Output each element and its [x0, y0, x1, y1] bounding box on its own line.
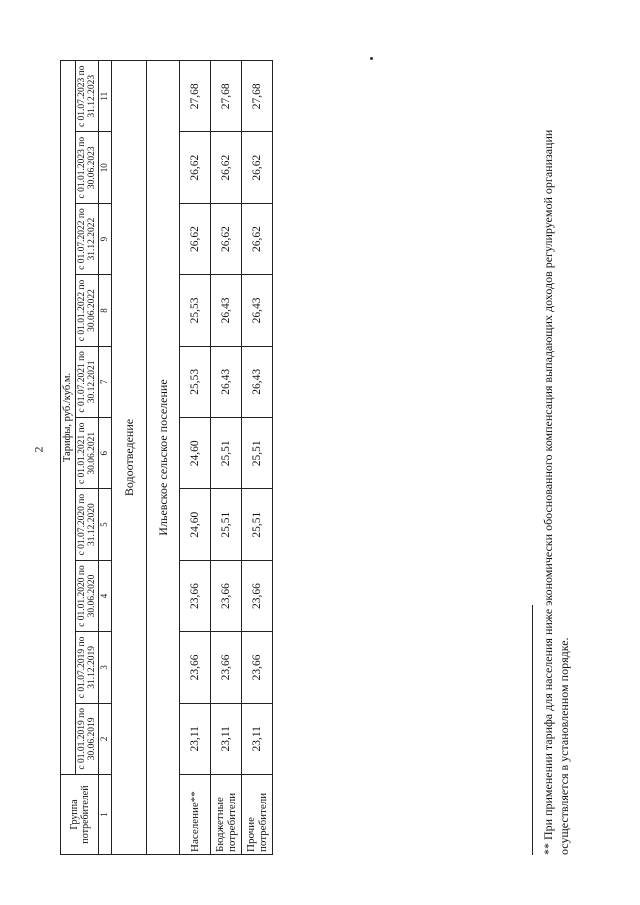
tariff-value: 24,60: [180, 489, 211, 560]
tariff-value: 26,62: [242, 203, 273, 274]
tariff-value: 26,62: [242, 132, 273, 203]
period-header: с 01.01.2020 по 30.06.2020: [75, 560, 99, 631]
column-number: 9: [99, 203, 112, 274]
row-label: Прочие потребители: [242, 775, 273, 855]
tariff-value: 25,51: [211, 489, 242, 560]
period-header: с 01.07.2022 по 31.12.2022: [75, 203, 99, 274]
period-header: с 01.07.2019 по 31.12.2019: [75, 632, 99, 703]
column-number: 6: [99, 418, 112, 489]
tariff-value: 23,11: [180, 703, 211, 774]
column-number: 4: [99, 560, 112, 631]
period-header: с 01.07.2020 по 31.12.2020: [75, 489, 99, 560]
column-number: 10: [99, 132, 112, 203]
column-number: 7: [99, 346, 112, 417]
tariff-value: 26,62: [211, 132, 242, 203]
tariff-value: 26,43: [211, 346, 242, 417]
row-label: Бюджетные потребители: [211, 775, 242, 855]
tariff-value: 26,62: [211, 203, 242, 274]
tariff-value: 23,66: [242, 560, 273, 631]
tariff-value: 23,66: [180, 632, 211, 703]
tariff-value: 27,68: [180, 61, 211, 132]
tariff-value: 23,66: [242, 632, 273, 703]
footnote-rule: [532, 605, 533, 855]
column-number: 2: [99, 703, 112, 774]
tariff-value: 27,68: [242, 61, 273, 132]
column-number: 11: [99, 61, 112, 132]
tariff-value: 23,11: [211, 703, 242, 774]
page-number: 2: [31, 446, 46, 453]
table-row: [180, 61, 211, 855]
period-header: с 01.07.2021 по 30.12.2021: [75, 346, 99, 417]
tariff-value: 26,43: [242, 275, 273, 346]
column-number: 1: [99, 775, 112, 855]
subsection-row: [147, 61, 180, 855]
section-row: [112, 61, 147, 855]
tariff-value: 25,53: [180, 346, 211, 417]
tariff-value: 23,66: [180, 560, 211, 631]
tariff-value: 25,51: [211, 418, 242, 489]
tariff-value: 26,62: [180, 203, 211, 274]
column-number-row: [99, 61, 112, 855]
tariff-value: 23,11: [242, 703, 273, 774]
tariff-header: Тарифы, руб./куб.м.: [61, 61, 76, 775]
subsection-title: Ильевское сельское поселение: [147, 61, 180, 855]
period-header: с 01.01.2019 по 30.06.2019: [75, 703, 99, 774]
table-row: [242, 61, 273, 855]
footnote: ** При применении тарифа для населения ниже экономически обоснованного компенсация выпадающих доходов регулируемой организации осуществляется в установленном порядке.: [541, 129, 572, 855]
period-header: с 01.01.2023 по 30.06.2023: [75, 132, 99, 203]
tariff-table: [60, 60, 273, 855]
row-label: Население**: [180, 775, 211, 855]
tariff-value: 25,51: [242, 418, 273, 489]
period-header: с 01.07.2023 по 31.12.2023: [75, 61, 99, 132]
tariff-value: 24,60: [180, 418, 211, 489]
rotated-page-content: [60, 60, 590, 855]
period-header: с 01.01.2021 по 30.06.2021: [75, 418, 99, 489]
tariff-value: 23,66: [211, 560, 242, 631]
tariff-value: 23,66: [211, 632, 242, 703]
tariff-value: 26,43: [211, 275, 242, 346]
table-row: [211, 61, 242, 855]
column-number: 8: [99, 275, 112, 346]
column-number: 3: [99, 632, 112, 703]
group-header: Группа потребителей: [61, 775, 99, 855]
period-header-row: [75, 61, 99, 855]
tariff-value: 25,51: [242, 489, 273, 560]
tariff-value: 25,53: [180, 275, 211, 346]
tariff-value: 26,43: [242, 346, 273, 417]
column-number: 5: [99, 489, 112, 560]
tariff-value: 27,68: [211, 61, 242, 132]
period-header: с 01.01.2022 по 30.06.2022: [75, 275, 99, 346]
section-title: Водоотведение: [112, 61, 147, 855]
tariff-value: 26,62: [180, 132, 211, 203]
